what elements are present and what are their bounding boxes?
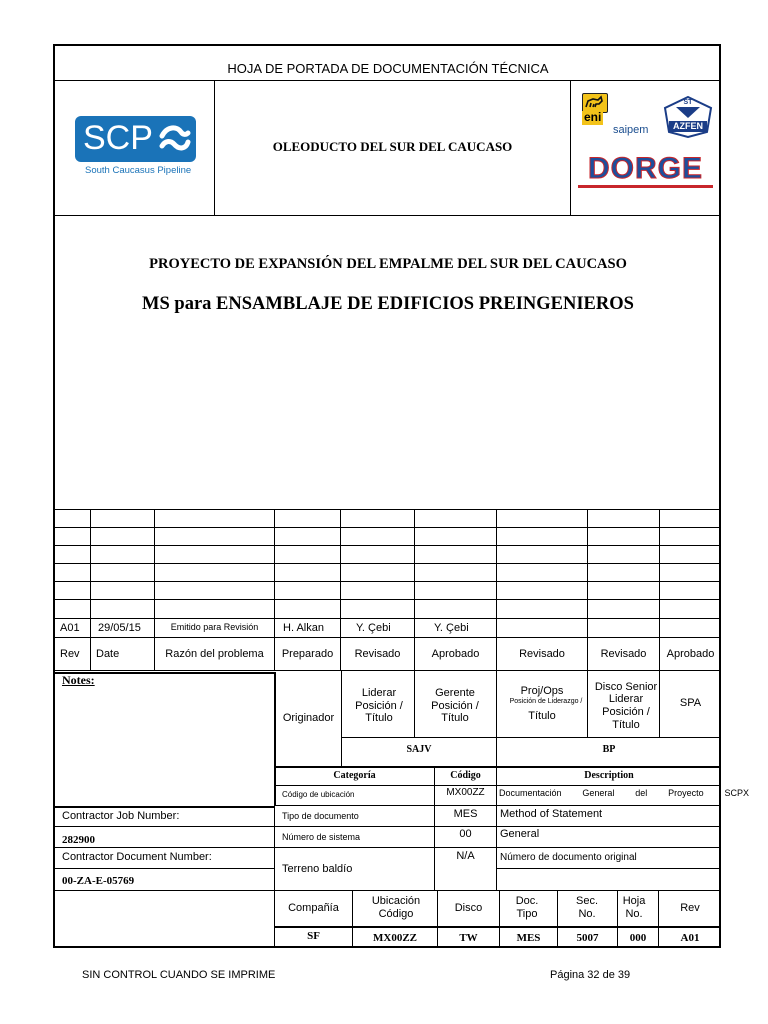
divider <box>90 509 91 670</box>
description-word: SCPX <box>724 787 749 798</box>
code-cell: MX00ZZ <box>446 787 485 799</box>
reason-header: Razón del problema <box>165 647 264 660</box>
lead-position-label: Liderar Posición / Título <box>355 687 403 725</box>
divider <box>341 737 721 738</box>
divider <box>570 80 571 215</box>
divider <box>274 847 721 848</box>
company-name: OLEODUCTO DEL SUR DEL CAUCASO <box>272 138 513 154</box>
contractor-doc-label: Contractor Document Number: <box>62 850 212 863</box>
document-title: MS para ENSAMBLAJE DE EDIFICIOS PREINGENIEROS <box>142 294 634 315</box>
category-cell: Terreno baldío <box>282 862 353 875</box>
spa-label: SPA <box>679 696 702 709</box>
dorge-underline <box>578 185 713 188</box>
approved-cell: Y. Çebi <box>434 621 469 634</box>
divider <box>414 670 415 737</box>
discipline-header: Disco <box>454 901 483 914</box>
sheet-no-header: Hoja No. <box>622 895 646 920</box>
saipem-logo: saipem <box>613 123 649 136</box>
reviewed-cell: Y. Çebi <box>356 621 391 634</box>
seq-no-header: Sec. No. <box>575 895 598 920</box>
scp-logo-subtitle: South Caucasus Pipeline <box>85 164 192 176</box>
page-number: Página 32 de 39 <box>550 968 631 981</box>
description-word: General <box>582 787 615 798</box>
discipline-value: TW <box>459 931 478 944</box>
azfen-label: AZFEN <box>669 121 707 132</box>
scp-logo <box>75 116 196 180</box>
projops-label: Proj/Ops <box>520 684 564 697</box>
wave-icon <box>159 122 191 156</box>
date-cell: 29/05/15 <box>98 621 141 634</box>
contractor-job-number: 282900 <box>62 833 95 846</box>
code-cell: 00 <box>459 827 472 840</box>
uncontrolled-notice: SIN CONTROL CUANDO SE IMPRIME <box>82 968 276 981</box>
prepared-header: Preparado <box>281 647 334 660</box>
reason-cell: Emitido para Revisión <box>170 621 259 632</box>
company-header: Compañía <box>288 901 339 914</box>
divider <box>55 80 721 81</box>
manager-position-label: Gerente Posición / Título <box>431 687 479 725</box>
rev-header: Rev <box>680 901 700 914</box>
category-cell: Número de sistema <box>282 831 361 842</box>
divider <box>55 868 275 869</box>
notes-label: Notes: <box>62 673 95 688</box>
approved-header-2: Aprobado <box>666 647 715 660</box>
contractor-doc-number: 00-ZA-E-05769 <box>62 874 135 887</box>
category-header: Categoría <box>333 770 376 782</box>
rev-value: A01 <box>680 931 700 944</box>
rev-cell: A01 <box>60 621 80 634</box>
divider <box>55 826 275 827</box>
six-legged-dog-icon <box>584 95 604 109</box>
rev-header: Rev <box>60 647 80 660</box>
description-cell <box>497 785 749 801</box>
code-header: Código <box>450 770 481 782</box>
project-title: PROYECTO DE EXPANSIÓN DEL EMPALME DEL SUR DEL CAUCASO <box>149 255 627 272</box>
cover-sheet-title: HOJA DE PORTADA DE DOCUMENTACIÓN TÉCNICA <box>227 60 549 76</box>
reviewed-header-2: Revisado <box>519 647 565 660</box>
doc-type-header: Doc. Tipo <box>515 895 539 920</box>
reviewed-header: Revisado <box>354 647 401 660</box>
description-header: Description <box>584 770 634 782</box>
company-value: SF <box>307 929 320 942</box>
category-cell: Código de ubicación <box>282 790 355 800</box>
code-cell: MES <box>453 807 478 820</box>
sheet-no-value: 000 <box>629 931 647 944</box>
azfen-st-label: ST <box>683 98 693 106</box>
bp-label: BP <box>602 744 616 756</box>
azfen-logo <box>661 96 715 138</box>
senior-lead-label: Disco Senior Liderar Posición / Título <box>594 680 658 731</box>
title-label: Título <box>528 709 556 722</box>
sajv-label: SAJV <box>406 744 432 756</box>
scp-logo-text: SCP <box>83 119 153 158</box>
originator-label: Originador <box>282 711 335 724</box>
eni-label: eni <box>584 110 602 125</box>
description-word: Proyecto <box>668 787 704 798</box>
description-cell: Número de documento original <box>500 852 637 864</box>
category-cell: Tipo de documento <box>282 810 359 821</box>
seq-no-value: 5007 <box>576 931 599 944</box>
description-cell: General <box>500 827 540 840</box>
divider <box>274 806 275 946</box>
location-code-value: MX00ZZ <box>373 931 417 944</box>
location-code-header: Ubicación Código <box>371 895 421 920</box>
description-cell: Method of Statement <box>500 807 603 820</box>
divider <box>55 670 721 671</box>
code-cell: N/A <box>456 849 475 862</box>
description-word: del <box>635 787 648 798</box>
divider <box>55 890 721 891</box>
date-header: Date <box>96 647 120 660</box>
contractor-job-label: Contractor Job Number: <box>62 809 180 822</box>
prepared-cell: H. Alkan <box>283 621 324 634</box>
divider <box>55 215 721 216</box>
reviewed-header-3: Revisado <box>600 647 647 660</box>
dorge-label: DORGE <box>587 151 703 185</box>
approved-header: Aprobado <box>431 647 480 660</box>
description-word: Documentación <box>499 787 562 798</box>
eni-logo <box>580 93 610 129</box>
dorge-logo <box>576 151 715 192</box>
lead-position-sublabel: Posición de Liderazgo / <box>509 697 583 705</box>
doc-type-value: MES <box>516 931 541 944</box>
divider <box>496 868 721 869</box>
